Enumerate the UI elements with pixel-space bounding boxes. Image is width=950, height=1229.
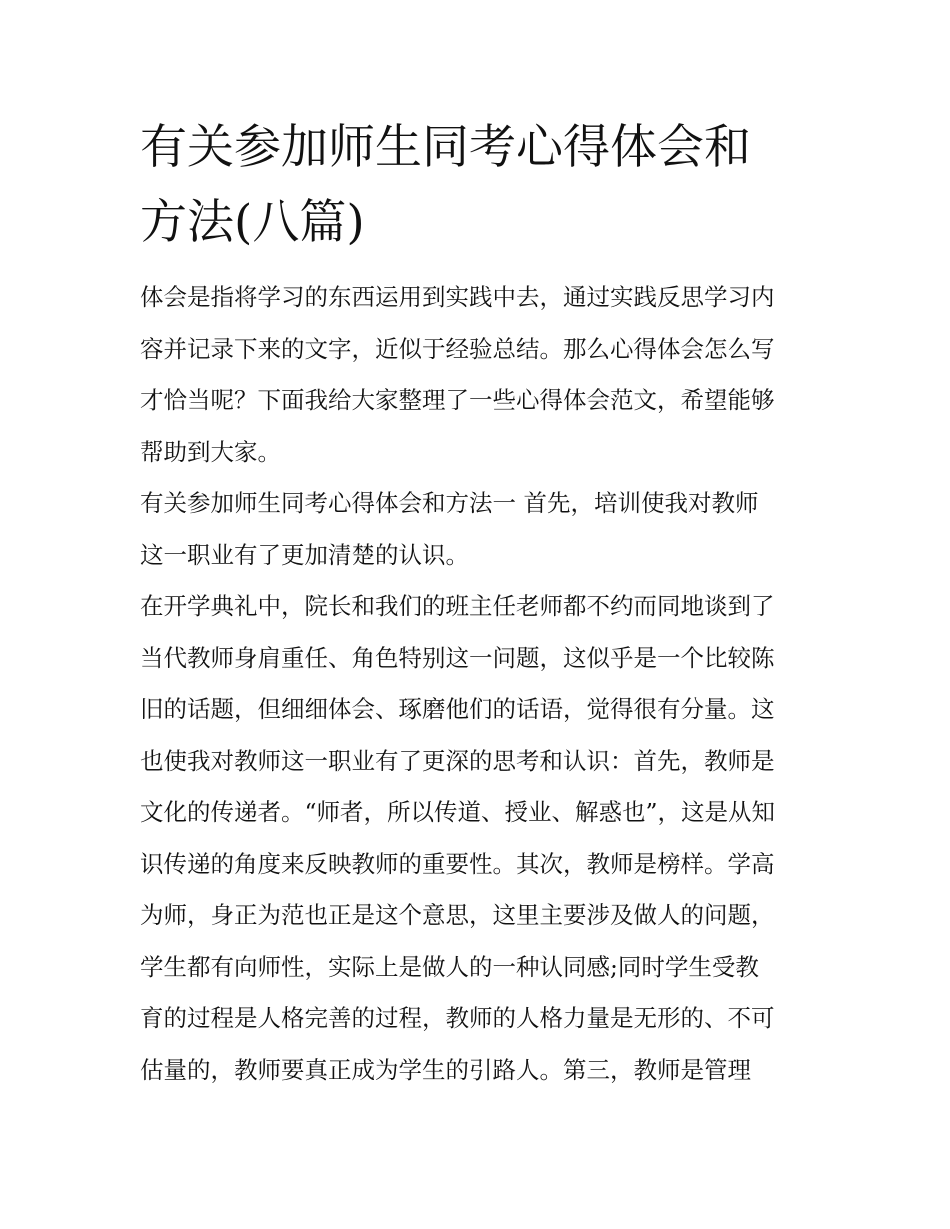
text-line: 为师，身正为范也正是这个意思，这里主要涉及做人的问题， <box>140 901 775 929</box>
text-line: 当代教师身肩重任、角色特别这一问题，这似乎是一个比较陈 <box>140 643 775 672</box>
text-line: 体会是指将学习的东西运用到实践中去，通过实践反思学习内 <box>140 283 775 311</box>
text-line: 有关参加师生同考心得体会和方法一 首先，培训使我对教师 <box>140 489 759 517</box>
text-line: 育的过程是人格完善的过程，教师的人格力量是无形的、不可 <box>140 1004 775 1032</box>
document-body <box>140 110 815 1096</box>
title-line: 有关参加师生同考心得体会和 <box>140 120 751 175</box>
intro-paragraph <box>140 272 815 478</box>
text-line: 识传递的角度来反映教师的重要性。其次，教师是榜样。学高 <box>140 849 775 878</box>
text-line: 也使我对教师这一职业有了更深的思考和认识：首先，教师是 <box>140 746 775 775</box>
section-one-paragraph <box>140 478 815 581</box>
text-line: 在开学典礼中，院长和我们的班主任老师都不约而同地谈到了 <box>140 592 775 620</box>
text-line: 旧的话题，但细细体会、琢磨他们的话语，觉得很有分量。这 <box>140 695 775 723</box>
text-line: 帮助到大家。 <box>140 437 281 466</box>
text-line: 容并记录下来的文字，近似于经验总结。那么心得体会怎么写 <box>140 334 775 363</box>
body-paragraph <box>140 581 815 1096</box>
text-line: 学生都有向师性，实际上是做人的一种认同感;同时学生受教 <box>140 952 759 981</box>
title-line: 方法(八篇) <box>140 195 365 250</box>
document-title <box>140 110 815 260</box>
text-line: 才恰当呢？下面我给大家整理了一些心得体会范文，希望能够 <box>140 386 775 414</box>
text-line: 文化的传递者。“师者，所以传道、授业、解惑也”，这是从知 <box>140 798 776 826</box>
text-line: 估量的，教师要真正成为学生的引路人。第三，教师是管理 <box>140 1055 751 1084</box>
text-line: 这一职业有了更加清楚的认识。 <box>140 540 469 569</box>
